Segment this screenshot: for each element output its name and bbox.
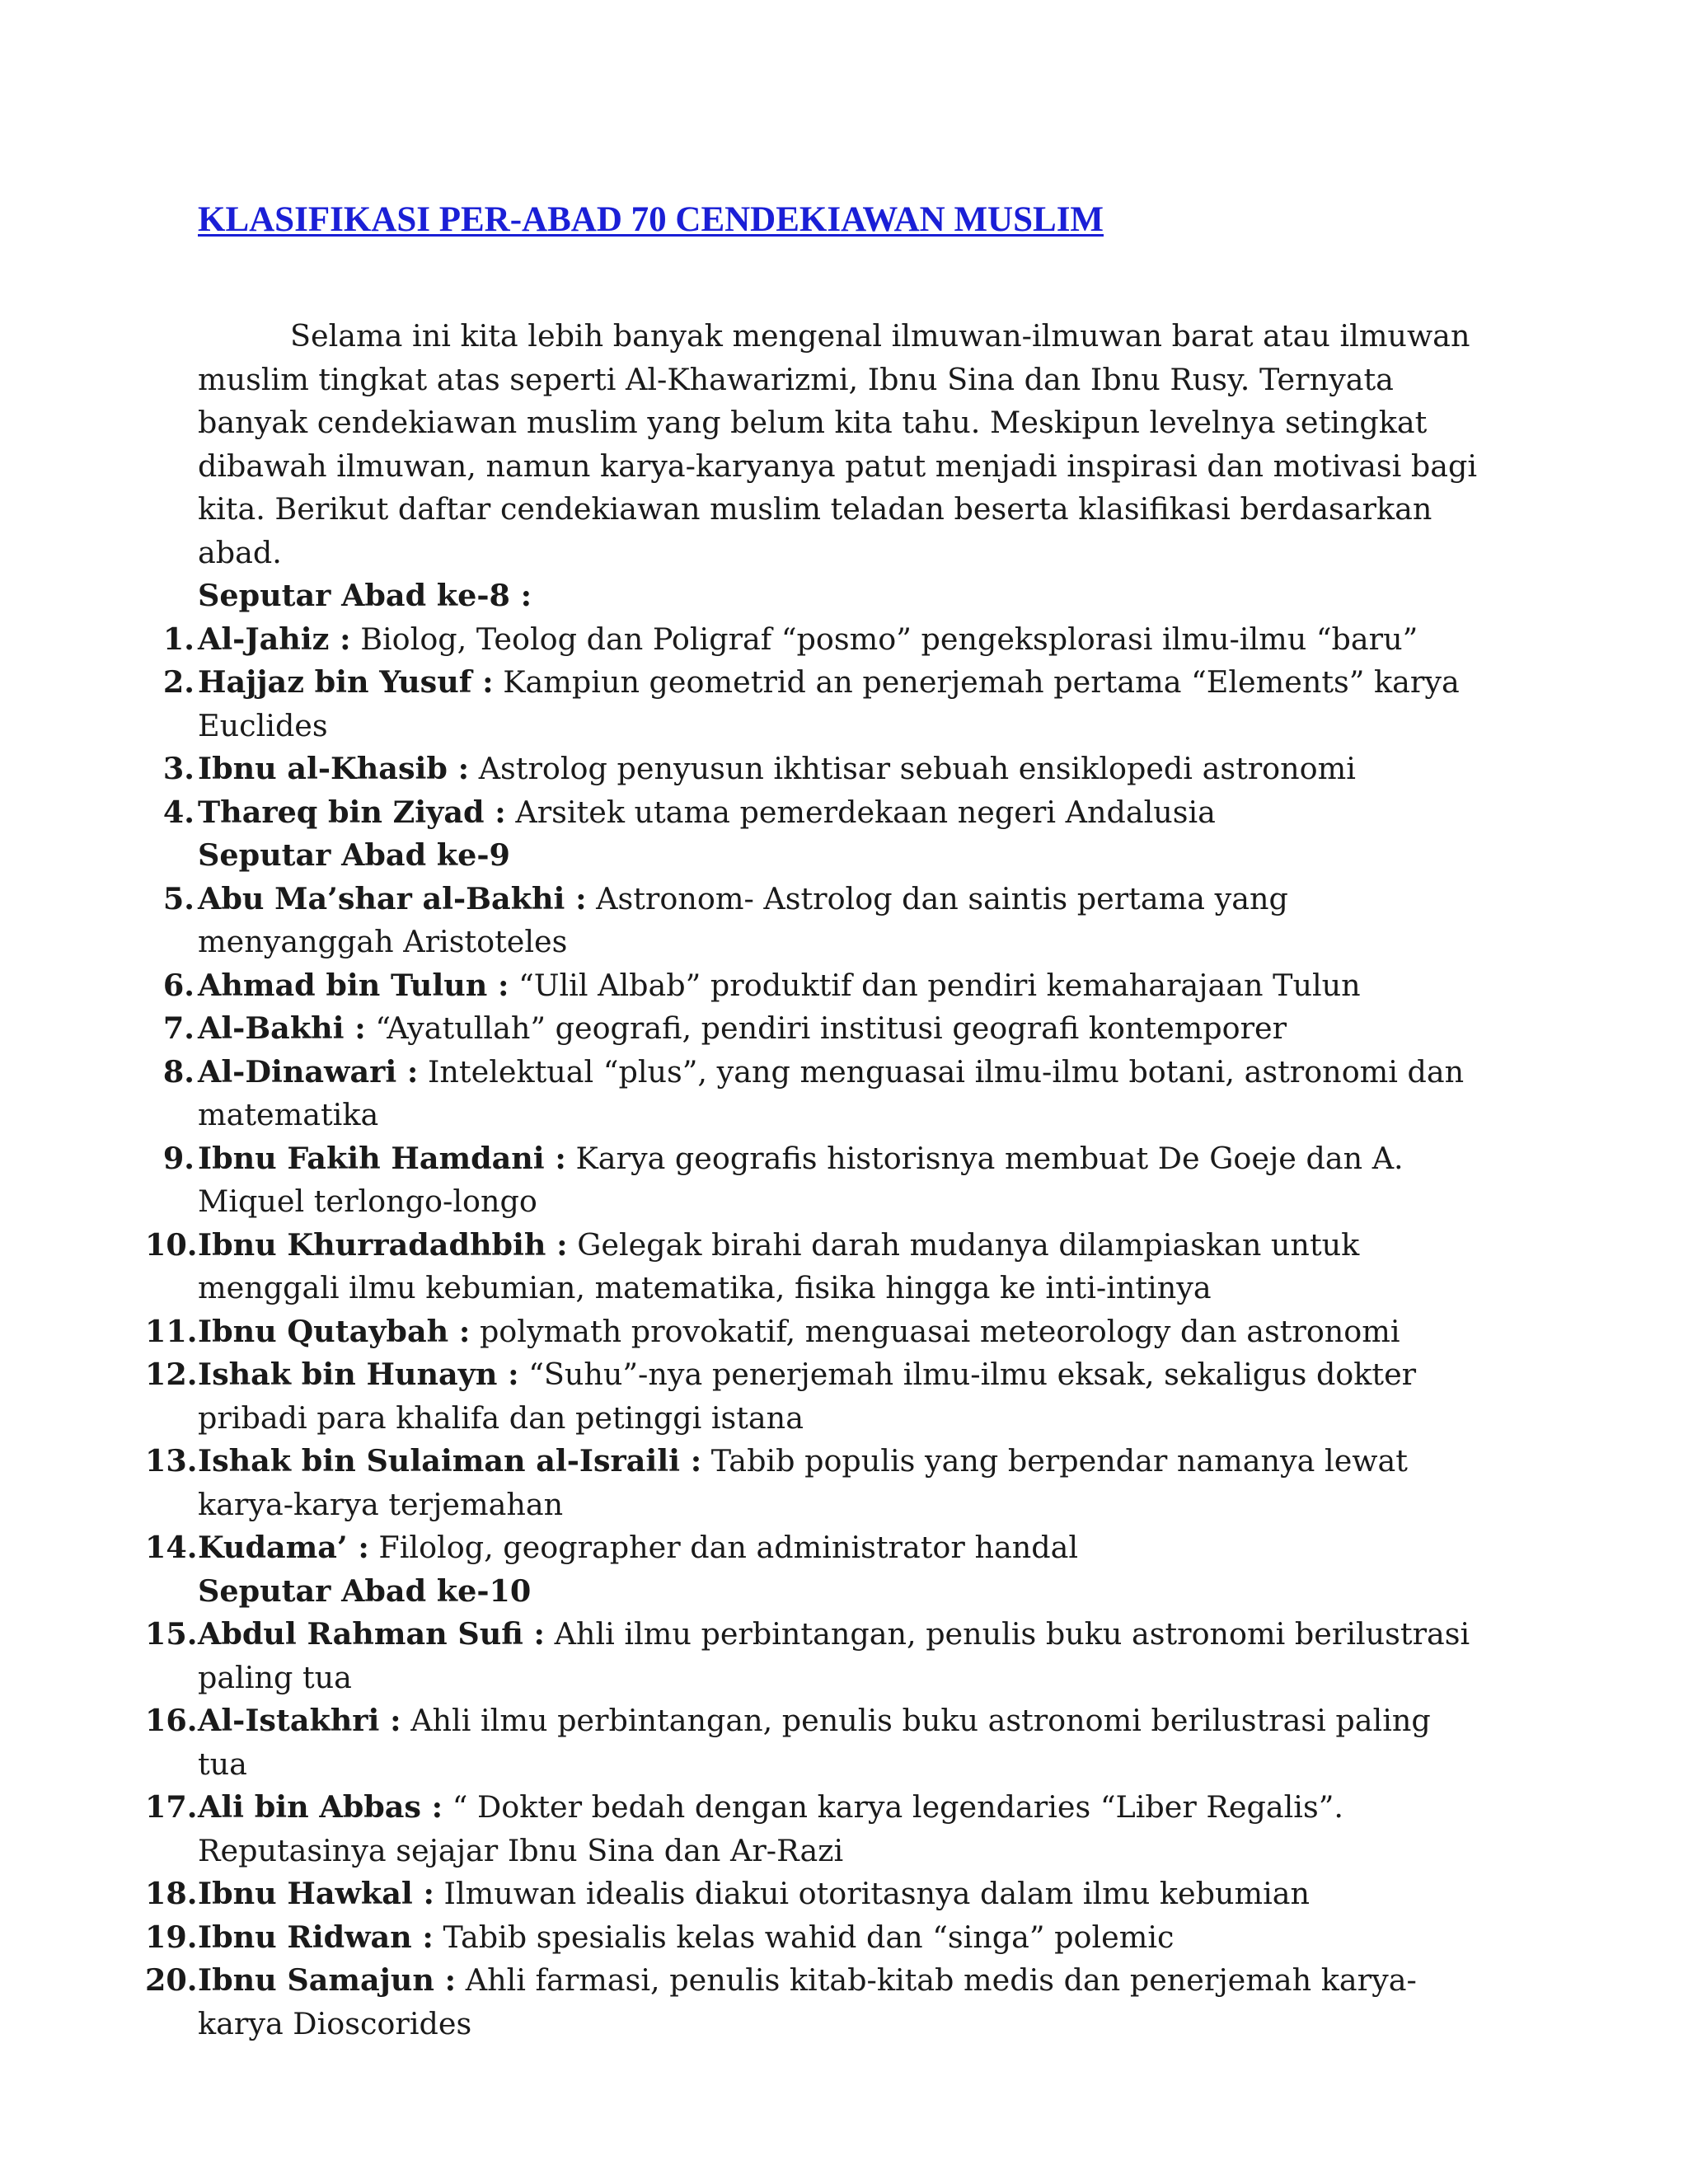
list-item-number: 10. bbox=[145, 1226, 198, 1263]
document-body bbox=[145, 315, 1484, 2046]
list-item-number: 6. bbox=[162, 967, 195, 1003]
scholar-list-item bbox=[145, 1699, 1484, 1786]
scholar-description: Ahli ilmu perbintangan, penulis buku astronomi berilustrasi paling tua bbox=[198, 1616, 1470, 1695]
scholar-list-item bbox=[145, 1440, 1484, 1526]
scholar-name: Hajjaz bin Yusuf : bbox=[198, 664, 494, 700]
scholar-description: Arsitek utama pemerdekaan negeri Andalusia bbox=[515, 794, 1216, 830]
section-heading: Seputar Abad ke-10 bbox=[198, 1572, 532, 1609]
list-item-number: 2. bbox=[162, 664, 195, 700]
list-item-number: 4. bbox=[162, 794, 195, 830]
scholar-description: Astronom- Astrolog dan saintis pertama yang menyanggah Aristoteles bbox=[198, 880, 1288, 959]
scholar-description: “Suhu”-nya penerjemah ilmu-ilmu eksak, sekaligus dokter pribadi para khalifa dan petinggi istana bbox=[198, 1357, 1417, 1436]
scholar-name: Al-Dinawari : bbox=[198, 1053, 419, 1090]
scholar-list-item bbox=[162, 878, 1484, 964]
scholar-list-item bbox=[162, 618, 1484, 662]
scholar-list-item bbox=[162, 1137, 1484, 1224]
list-item-number: 3. bbox=[162, 751, 195, 786]
scholar-name: Al-Bakhi : bbox=[198, 1010, 366, 1046]
scholar-name: Ibnu al-Khasib : bbox=[198, 751, 470, 786]
list-item-number: 18. bbox=[145, 1876, 198, 1911]
scholar-list bbox=[145, 1613, 1484, 2046]
scholar-description: polymath provokatif, menguasai meteorology dan astronomi bbox=[479, 1313, 1400, 1349]
scholar-list-item bbox=[162, 1051, 1484, 1137]
scholar-name: Thareq bin Ziyad : bbox=[198, 794, 506, 830]
scholar-name: Ibnu Fakih Hamdani : bbox=[198, 1140, 566, 1176]
scholar-name: Ishak bin Sulaiman al-Israili : bbox=[198, 1443, 702, 1479]
scholar-name: Ali bin Abbas : bbox=[198, 1789, 443, 1825]
scholar-list-item bbox=[145, 1224, 1484, 1310]
scholar-name: Ibnu Khurradadhbih : bbox=[198, 1226, 568, 1263]
scholar-name: Ibnu Hawkal : bbox=[198, 1876, 434, 1911]
scholar-description: Astrolog penyusun ikhtisar sebuah ensiklopedi astronomi bbox=[478, 751, 1356, 786]
scholar-description: “Ulil Albab” produktif dan pendiri kemaharajaan Tulun bbox=[518, 967, 1361, 1003]
scholar-name: Abu Ma’shar al-Bakhi : bbox=[198, 880, 587, 916]
scholar-list-item bbox=[145, 1916, 1484, 1960]
scholar-list-item bbox=[162, 1007, 1484, 1051]
scholar-description: Filolog, geographer dan administrator handal bbox=[378, 1530, 1079, 1565]
section-heading: Seputar Abad ke-9 bbox=[198, 837, 510, 873]
scholar-list-item bbox=[145, 1353, 1484, 1440]
list-item-number: 12. bbox=[145, 1357, 198, 1392]
scholar-description: Gelegak birahi darah mudanya dilampiaskan untuk menggali ilmu kebumian, matematika, fisika hingga ke inti-intinya bbox=[198, 1226, 1360, 1305]
scholar-list-item bbox=[162, 964, 1484, 1008]
scholar-list-item bbox=[162, 748, 1484, 791]
scholar-description: Ahli ilmu perbintangan, penulis buku astronomi berilustrasi paling tua bbox=[198, 1703, 1431, 1782]
scholar-description: Karya geografis historisnya membuat De Goeje dan A. Miquel terlongo-longo bbox=[198, 1140, 1404, 1219]
scholar-description: Intelektual “plus”, yang menguasai ilmu-ilmu botani, astronomi dan matematika bbox=[198, 1053, 1465, 1132]
scholar-list-item bbox=[145, 1613, 1484, 1699]
scholar-description: Tabib populis yang berpendar namanya lewat karya-karya terjemahan bbox=[198, 1443, 1408, 1522]
scholar-name: Ibnu Ridwan : bbox=[198, 1919, 434, 1955]
scholar-name: Ibnu Qutaybah : bbox=[198, 1313, 471, 1349]
list-item-number: 14. bbox=[145, 1530, 198, 1565]
intro-paragraph: Selama ini kita lebih banyak mengenal ilmuwan-ilmuwan barat atau ilmuwan muslim tingkat atas seperti Al-Khawarizmi, Ibnu Sina dan Ibnu Rusy. Ternyata banyak cendekiawan muslim yang belum kita tahu. Meskipun levelnya setingkat dibawah ilmuwan, namun karya-karyanya patut menjadi inspirasi dan motivasi bagi kita. Berikut daftar cendekiawan muslim teladan beserta klasifikasi berdasarkan abad. bbox=[198, 318, 1478, 570]
scholar-description: Ilmuwan idealis diakui otoritasnya dalam ilmu kebumian bbox=[443, 1876, 1311, 1911]
list-item-number: 8. bbox=[162, 1053, 195, 1090]
list-item-number: 1. bbox=[162, 621, 195, 657]
scholar-name: Ishak bin Hunayn : bbox=[198, 1357, 519, 1392]
list-item-number: 15. bbox=[145, 1616, 198, 1652]
scholar-list-item bbox=[145, 1872, 1484, 1916]
scholar-description: Biolog, Teolog dan Poligraf “posmo” pengeksplorasi ilmu-ilmu “baru” bbox=[360, 621, 1418, 657]
document-title[interactable]: KLASIFIKASI PER-ABAD 70 CENDEKIAWAN MUSLIM bbox=[198, 200, 1104, 239]
scholar-name: Kudama’ : bbox=[198, 1530, 369, 1565]
list-item-number: 16. bbox=[145, 1703, 198, 1738]
scholar-name: Ibnu Samajun : bbox=[198, 1962, 457, 1998]
list-item-number: 9. bbox=[162, 1140, 195, 1176]
scholar-description: “Ayatullah” geografi, pendiri institusi geografi kontemporer bbox=[375, 1010, 1287, 1046]
scholar-list bbox=[145, 878, 1484, 1570]
section-heading: Seputar Abad ke-8 : bbox=[198, 578, 532, 613]
scholar-name: Abdul Rahman Sufi : bbox=[198, 1616, 545, 1652]
scholar-list-item bbox=[145, 1786, 1484, 1872]
scholar-list-item bbox=[162, 791, 1484, 835]
list-item-number: 17. bbox=[145, 1789, 198, 1825]
list-item-number: 20. bbox=[145, 1962, 198, 1998]
scholar-name: Al-Jahiz : bbox=[198, 621, 351, 657]
list-item-number: 5. bbox=[162, 880, 195, 916]
scholar-name: Al-Istakhri : bbox=[198, 1703, 401, 1738]
list-item-number: 11. bbox=[145, 1313, 198, 1349]
list-item-number: 19. bbox=[145, 1919, 198, 1955]
scholar-description: “ Dokter bedah dengan karya legendaries “Liber Regalis”. Reputasinya sejajar Ibnu Sina dan Ar-Razi bbox=[198, 1789, 1343, 1868]
scholar-name: Ahmad bin Tulun : bbox=[198, 967, 509, 1003]
scholar-list-item bbox=[145, 1959, 1484, 2046]
scholar-description: Ahli farmasi, penulis kitab-kitab medis dan penerjemah karya-karya Dioscorides bbox=[198, 1962, 1417, 2041]
scholar-list-item bbox=[145, 1526, 1484, 1570]
scholar-description: Kampiun geometrid an penerjemah pertama “Elements” karya Euclides bbox=[198, 664, 1460, 743]
scholar-list-item bbox=[145, 1310, 1484, 1354]
list-item-number: 7. bbox=[162, 1010, 195, 1046]
scholar-description: Tabib spesialis kelas wahid dan “singa” polemic bbox=[443, 1919, 1175, 1955]
sections-container bbox=[145, 574, 1484, 2046]
scholar-list-item bbox=[162, 661, 1484, 748]
scholar-list bbox=[162, 618, 1484, 835]
list-item-number: 13. bbox=[145, 1443, 198, 1479]
